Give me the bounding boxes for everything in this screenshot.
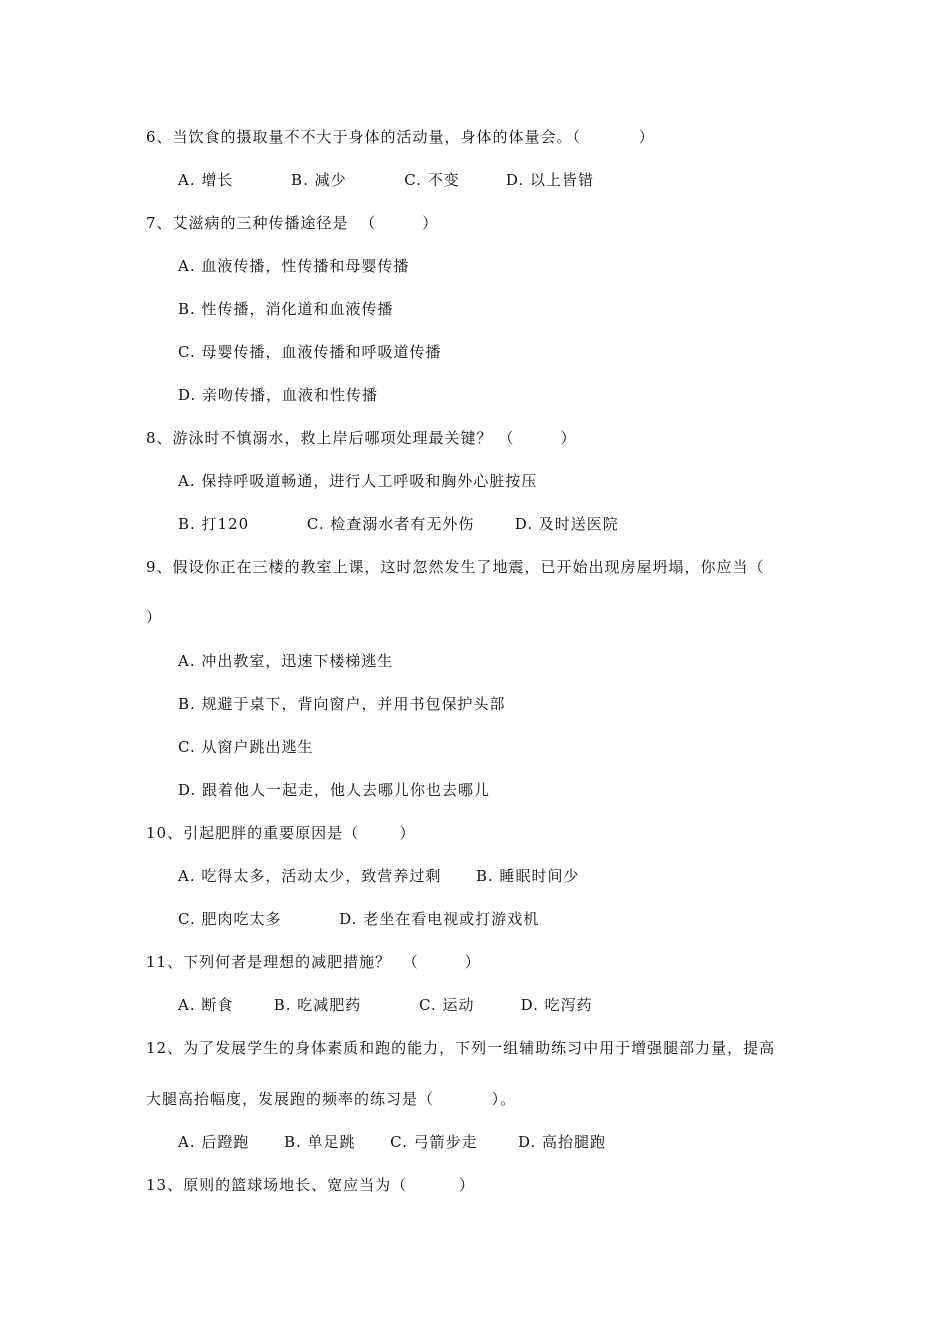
question-8-option-a: A. 保持呼吸道畅通，进行人工呼吸和胸外心脏按压 bbox=[178, 472, 538, 490]
question-9-option-d: D. 跟着他人一起走，他人去哪儿你也去哪儿 bbox=[178, 781, 491, 799]
question-6-options: A. 增长 B. 减少 C. 不变 D. 以上皆错 bbox=[178, 171, 594, 189]
question-11-options: A. 断食 B. 吃减肥药 C. 运动 D. 吃泻药 bbox=[178, 996, 593, 1014]
question-7: 7、艾滋病的三种传播途径是 （ ） bbox=[146, 214, 439, 232]
question-9-continued: ） bbox=[146, 608, 163, 626]
question-9-option-b: B. 规避于桌下，背向窗户，并用书包保护头部 bbox=[178, 695, 506, 713]
question-12-continued: 大腿高抬幅度，发展跑的频率的练习是（ ）。 bbox=[146, 1090, 517, 1108]
question-10-options-ab: A. 吃得太多，活动太少，致营养过剩 B. 睡眠时间少 bbox=[178, 867, 580, 885]
question-8: 8、游泳时不慎溺水，救上岸后哪项处理最关键？ （ ） bbox=[146, 429, 577, 447]
question-8-options-bcd: B. 打120 C. 检查溺水者有无外伤 D. 及时送医院 bbox=[178, 515, 619, 533]
question-9-option-c: C. 从窗户跳出逃生 bbox=[178, 738, 314, 756]
question-7-option-d: D. 亲吻传播，血液和性传播 bbox=[178, 386, 379, 404]
question-9-option-a: A. 冲出教室，迅速下楼梯逃生 bbox=[178, 652, 394, 670]
question-12: 12、为了发展学生的身体素质和跑的能力，下列一组辅助练习中用于增强腿部力量，提高 bbox=[146, 1039, 776, 1057]
question-7-option-a: A. 血液传播，性传播和母婴传播 bbox=[178, 257, 410, 275]
question-6: 6、当饮食的摄取量不不大于身体的活动量，身体的体量会。（ ） bbox=[146, 128, 655, 146]
question-9: 9、假设你正在三楼的教室上课，这时忽然发生了地震，已开始出现房屋坍塌，你应当（ bbox=[146, 558, 765, 576]
question-7-option-c: C. 母婴传播，血液传播和呼吸道传播 bbox=[178, 343, 442, 361]
question-13: 13、原则的篮球场地长、宽应当为（ ） bbox=[146, 1176, 476, 1194]
question-10: 10、引起肥胖的重要原因是（ ） bbox=[146, 824, 416, 842]
question-11: 11、下列何者是理想的减肥措施？ （ ） bbox=[146, 953, 481, 971]
question-10-options-cd: C. 肥肉吃太多 D. 老坐在看电视或打游戏机 bbox=[178, 910, 540, 928]
question-7-option-b: B. 性传播，消化道和血液传播 bbox=[178, 300, 394, 318]
question-12-options: A. 后蹬跑 B. 单足跳 C. 弓箭步走 D. 高抬腿跑 bbox=[178, 1133, 607, 1151]
